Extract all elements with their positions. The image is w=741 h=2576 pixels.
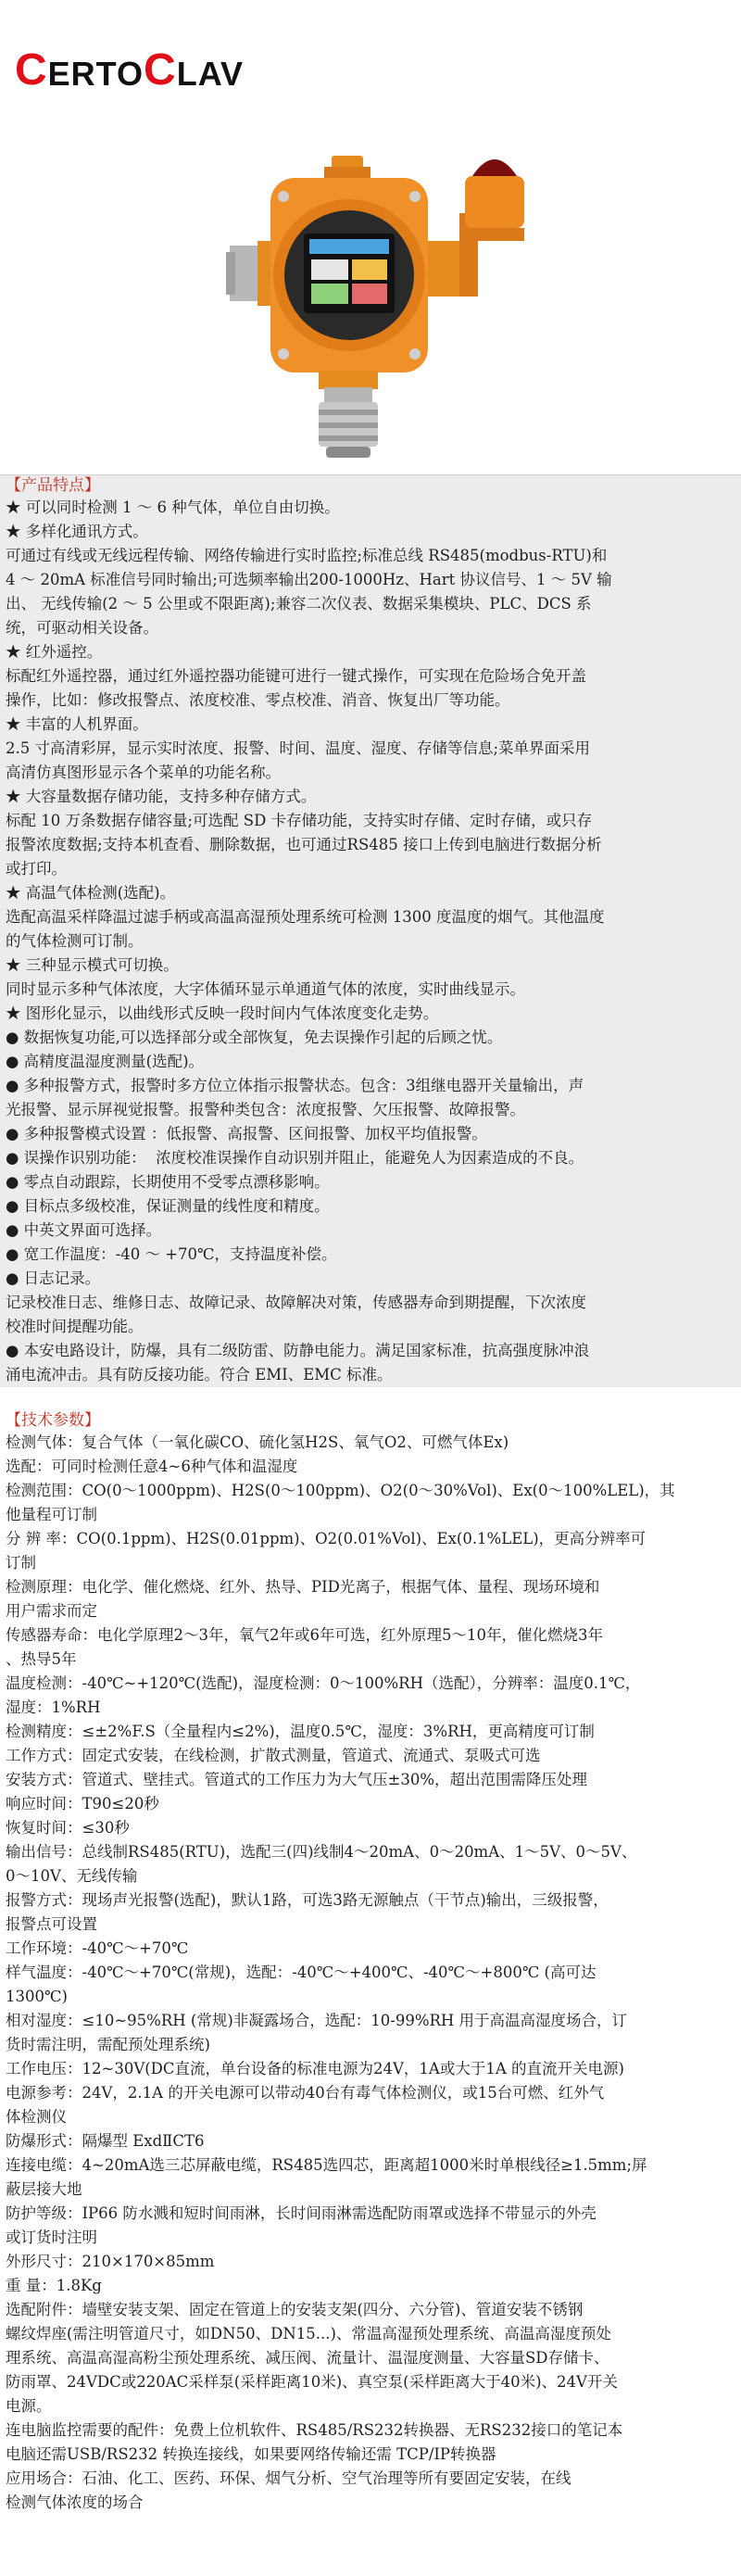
spec-line: 安装方式：管道式、壁挂式。管道式的工作压力为大气压±30%，超出范围需降压处理 [6,1771,587,1788]
gas-detector-product-image [222,148,537,463]
feature-line: ★ 三种显示模式可切换。 [0,953,741,978]
feature-line: 的气体检测可订制。 [6,932,144,950]
feature-line: 标配 10 万条数据存储容量;可选配 SD 卡存储功能，支持实时存储、定时存储，或只存 [6,812,593,829]
feature-line: 4 ～ 20mA 标准信号同时输出;可选频率输出200-1000Hz、Hart 协议信号、1 ～ 5V 输 [6,571,612,588]
spec-line: 检测范围：CO(0～1000ppm)、H2S(0～100ppm)、O2(0～30%Vol)、Ex(0～100%LEL)，其 [6,1482,675,1499]
spec-line: 分 辨 率：CO(0.1ppm)、H2S(0.01ppm)、O2(0.01%Vol)、Ex(0.1%LEL)，更高分辨率可 [6,1530,647,1547]
spec-line: 样气温度：-40℃～+70℃(常规)，选配：-40℃～+400℃、-40℃～+800℃ (高可达 [6,1964,597,1981]
spec-line: 输出信号：总线制RS485(RTU)，选配三(四)线制4～20mA、0～20mA、1～5V、0～5V、 [6,1843,637,1861]
feature-line: ★ 可以同时检测 1 ～ 6 种气体，单位自由切换。 [0,496,741,520]
spec-line: 检测原理：电化学、催化燃烧、红外、热导、PID光离子，根据气体、量程、现场环境和 [6,1578,600,1596]
alarm-light-housing [465,176,524,228]
brand-logo [15,37,244,93]
feature-line: 可通过有线或无线远程传输、网络传输进行实时监控;标准总线 RS485(modbus-RTU)和 [6,547,608,564]
spec-line: 检测气体浓度的场合 [6,2494,144,2511]
spec-line: 外形尺寸：210×170×85mm [6,2253,215,2270]
feature-line: ● 高精度温湿度测量(选配)。 [0,1050,741,1074]
feature-line: ★ 多样化通讯方式。 [0,520,741,544]
spec-line: 选配：可同时检测任意4~6种气体和温湿度 [6,1458,298,1475]
feature-line: ★ 图形化显示，以曲线形式反映一段时间内气体浓度变化走势。 [0,1002,741,1026]
feature-line: ★ 高温气体检测(选配)。 [0,881,741,905]
feature-line: ★ 大容量数据存储功能，支持多种存储方式。 [0,785,741,809]
feature-line: ● 目标点多级校准，保证测量的线性度和精度。 [0,1194,741,1219]
spec-line: 或订货时注明 [6,2229,97,2246]
spec-line: 货时需注明，需配预处理系统) [6,2036,210,2053]
spec-line: 电脑还需USB/RS232 转换连接线，如果要网络传输还需 TCP/IP转换器 [6,2445,496,2463]
feature-line: ● 宽工作温度：-40 ～ +70℃，支持温度补偿。 [0,1243,741,1267]
spec-line: 选配附件：墙壁安装支架、固定在管道上的安装支架(四分、六分管)、管道安装不锈钢 [6,2301,584,2318]
feature-line: 涌电流冲击。具有防反接功能。符合 EMI、EMC 标准。 [6,1366,393,1383]
feature-line: 光报警、显示屏视觉报警。报警种类包含：浓度报警、欠压报警、故障报警。 [6,1101,525,1118]
alarm-light-dome [472,159,517,176]
feature-line: ● 本安电路设计，防爆，具有二级防雷、防静电能力。满足国家标准，抗高强度脉冲浪 [0,1339,741,1363]
spec-line: 他量程可订制 [6,1506,97,1523]
spec-line: 连电脑监控需要的配件：免费上位机软件、RS485/RS232转换器、无RS232接口的笔记本 [6,2421,623,2439]
features-section [0,474,741,1387]
spec-line: 恢复时间：≤30秒 [6,1819,130,1837]
feature-line: ● 日志记录。 [0,1267,741,1291]
feature-line: ● 多种报警方式，报警时多方位立体指示报警状态。包含：3组继电器开关量输出，声 [0,1074,741,1098]
spec-line: 工作方式：固定式安装，在线检测，扩散式测量，管道式、流通式、泵吸式可选 [6,1747,541,1764]
logo-letter-c2: C [144,45,177,95]
feature-line: ● 零点自动跟踪，长期使用不受零点漂移影响。 [0,1170,741,1194]
logo-letter-c: C [15,45,48,95]
spec-line: 电源。 [6,2397,52,2415]
spec-line: 湿度：1%RH [6,1698,101,1716]
spec-line: 螺纹焊座(需注明管道尺寸，如DN50、DN15...)、常温高湿预处理系统、高温高湿度预处 [6,2325,611,2342]
specs-title: 【技术参数】 [6,1411,100,1430]
spec-line: 工作电压：12~30V(DC直流，单台设备的标准电源为24V，1A或大于1A 的直流开关电源) [6,2060,624,2077]
spec-line: 防爆形式：隔爆型 ExdⅡCT6 [6,2132,205,2150]
spec-line: 防雨罩、24VDC或220AC采样泵(采样距离10米)、真空泵(采样距离大于40米)、24V开关 [6,2373,618,2391]
features-title: 【产品特点】 [6,476,100,495]
specs-list [0,1431,741,2515]
specs-section [0,1410,741,2515]
feature-line: 标配红外遥控器，通过红外遥控器功能键可进行一键式操作，可实现在危险场合免开盖 [6,667,586,685]
spec-line: 防护等级：IP66 防水溅和短时间雨淋，长时间雨淋需选配防雨罩或选择不带显示的外壳 [6,2204,597,2222]
feature-line: 2.5 寸高清彩屏，显示实时浓度、报警、时间、温度、湿度、存储等信息;菜单界面采用 [6,739,591,757]
feature-line: ● 中英文界面可选择。 [0,1219,741,1243]
feature-line: ● 误操作识别功能： 浓度校准误操作自动识别并阻止，能避免人为因素造成的不良。 [0,1146,741,1170]
spec-line: 传感器寿命：电化学原理2～3年，氧气2年或6年可选，红外原理5～10年，催化燃烧3年 [6,1626,603,1644]
feature-line: 出、 无线传输(2 ～ 5 公里或不限距离);兼容二次仪表、数据采集模块、PLC、DCS 系 [6,595,592,612]
feature-line: 高清仿真图形显示各个菜单的功能名称。 [6,764,281,781]
logo-text-lav: LAV [176,55,245,93]
spec-line: 相对湿度：≤10~95%RH (常规)非凝露场合，选配：10-99%RH 用于高温高湿度场合，订 [6,2012,628,2029]
feature-line: 同时显示多种气体浓度，大字体循环显示单通道气体的浓度，实时曲线显示。 [6,980,525,998]
spec-line: 报警方式：现场声光报警(选配)，默认1路，可选3路无源触点（干节点)输出，三级报警， [6,1891,609,1909]
mount-ring [332,156,363,169]
spec-line: 0～10V、无线传输 [6,1867,138,1885]
feature-line: 报警浓度数据;支持本机查看、删除数据，也可通过RS485 接口上传到电脑进行数据分析 [6,836,602,853]
spec-line: 重 量：1.8Kg [6,2277,102,2294]
feature-line: 或打印。 [6,860,67,878]
feature-line: ● 多种报警模式设置 ：低报警、高报警、区间报警、加权平均值报警。 [0,1122,741,1146]
spec-line: 工作环境：-40℃～+70℃ [6,1939,189,1957]
spec-line: 检测气体：复合气体（一氧化碳CO、硫化氢H2S、氧气O2、可燃气体Ex) [6,1433,509,1451]
spec-line: 、热导5年 [6,1650,77,1668]
feature-line: 选配高温采样降温过滤手柄或高温高湿预处理系统可检测 1300 度温度的烟气。其他温度 [6,908,605,926]
feature-line: 统，可驱动相关设备。 [6,619,158,637]
spec-line: 蔽层接大地 [6,2180,82,2198]
spec-line: 1300℃) [6,1988,68,2005]
spec-line: 理系统、高温高湿高粉尘预处理系统、减压阀、流量计、温湿度测量、大容量SD存储卡、 [6,2349,609,2367]
logo-text-erto: ERTO [47,55,144,93]
spec-line: 订制 [6,1554,36,1572]
spec-line: 响应时间：T90≤20秒 [6,1795,159,1812]
feature-line: 校准时间提醒功能。 [6,1318,144,1335]
feature-line: ★ 红外遥控。 [0,640,741,664]
spec-line: 应用场合：石油、化工、医药、环保、烟气分析、空气治理等所有要固定安装，在线 [6,2469,571,2487]
spec-line: 电源参考：24V，2.1A 的开关电源可以带动40台有毒气体检测仪，或15台可燃、红外气 [6,2084,605,2102]
spec-line: 温度检测：-40℃~+120℃(选配)，湿度检测：0～100%RH（选配），分辨率：温度0.1℃， [6,1674,641,1692]
spec-line: 连接电缆：4~20mA选三芯屏蔽电缆，RS485选四芯，距离超1000米时单根线径≥1.5mm;屏 [6,2156,647,2174]
feature-line: ● 数据恢复功能,可以选择部分或全部恢复，免去误操作引起的后顾之忧。 [0,1026,741,1050]
spec-line: 检测精度：≤±2%F.S（全量程内≤2%)，温度0.5℃，湿度：3%RH，更高精度可订制 [6,1723,595,1740]
spec-line: 报警点可设置 [6,1915,97,1933]
feature-line: 记录校准日志、维修日志、故障记录、故障解决对策，传感器寿命到期提醒，下次浓度 [6,1294,586,1311]
feature-line: 操作，比如：修改报警点、浓度校准、零点校准、消音、恢复出厂等功能。 [6,691,510,709]
spec-line: 用户需求而定 [6,1602,97,1620]
feature-line: ★ 丰富的人机界面。 [0,713,741,737]
spec-line: 体检测仪 [6,2108,67,2126]
features-list [0,496,741,1387]
